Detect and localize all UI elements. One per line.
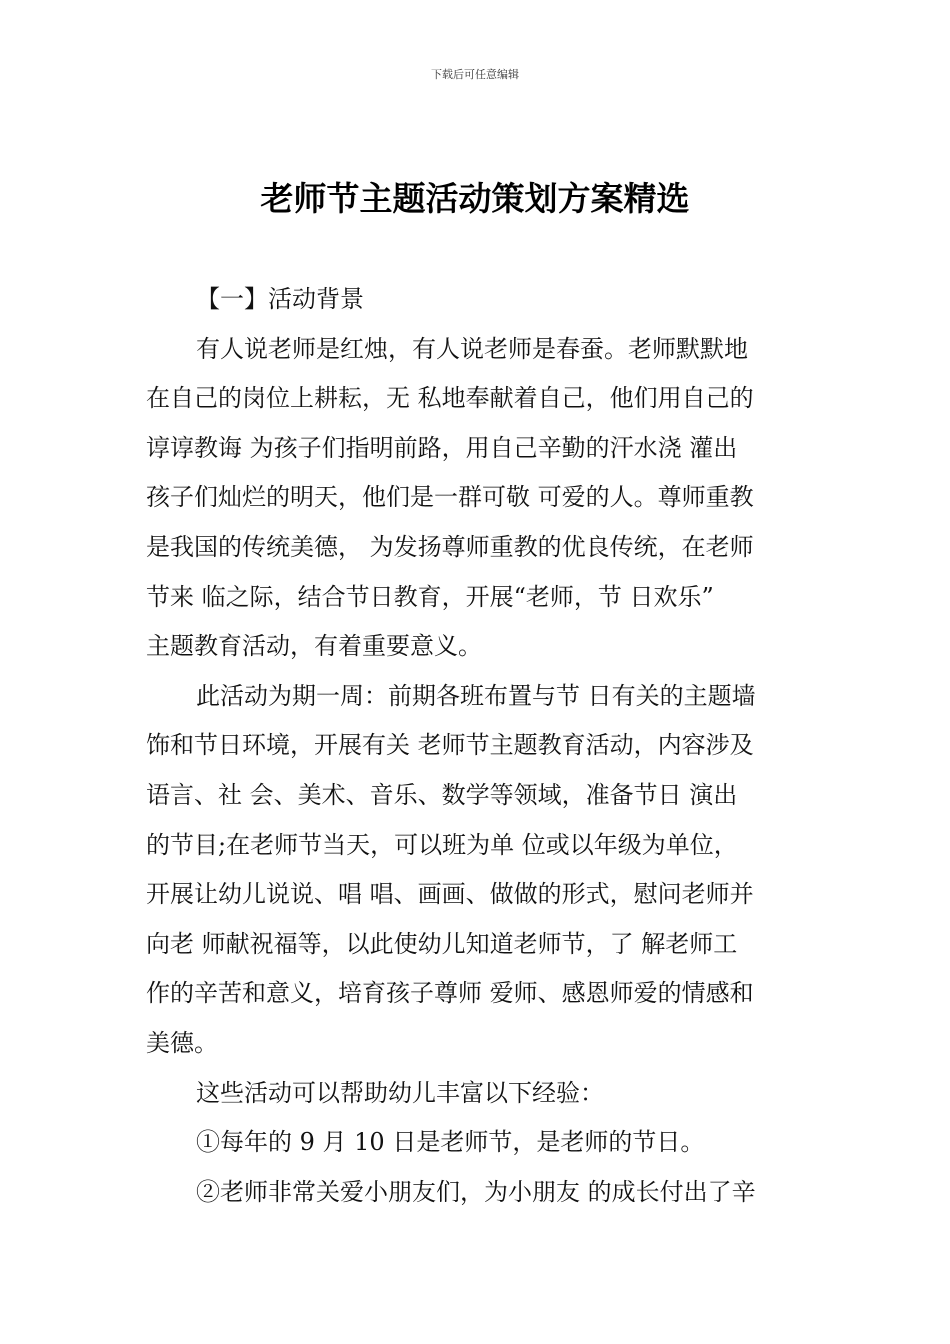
body-line-8: 主题教育活动，有着重要意义。 <box>146 632 482 661</box>
body-line-19: ②老师非常关爱小朋友们，为小朋友 的成长付出了辛 <box>196 1177 756 1206</box>
body-line-12: 的节目;在老师节当天，可以班为单 位或以年级为单位， <box>146 830 738 859</box>
body-line-7: 节来 临之际，结合节日教育，开展“老师，节 日欢乐” <box>146 582 714 611</box>
body-line-6: 是我国的传统美德， 为发扬尊师重教的优良传统，在老师 <box>146 532 754 561</box>
body-line-5: 孩子们灿烂的明天，他们是一群可敬 可爱的人。尊师重教 <box>146 483 754 512</box>
body-line-2: 有人说老师是红烛，有人说老师是春蚕。老师默默地 <box>196 334 748 363</box>
body-line-14: 向老 师献祝福等，以此使幼儿知道老师节，了 解老师工 <box>146 929 738 958</box>
body-line-11: 语言、社 会、美术、音乐、数学等领域，准备节日 演出 <box>146 780 738 809</box>
body-line-17: 这些活动可以帮助幼儿丰富以下经验： <box>196 1078 604 1107</box>
body-line-16: 美德。 <box>146 1028 218 1057</box>
body-line-13: 开展让幼儿说说、唱 唱、画画、做做的形式，慰问老师并 <box>146 880 754 909</box>
body-line-4: 谆谆教诲 为孩子们指明前路，用自己辛勤的汗水浇 灌出 <box>146 433 738 462</box>
document-body <box>146 275 811 1217</box>
body-line-9: 此活动为期一周：前期各班布置与节 日有关的主题墙 <box>196 681 756 710</box>
body-line-1: 【一】活动背景 <box>196 285 364 313</box>
body-line-15: 作的辛苦和意义，培育孩子尊师 爱师、感恩师爱的情感和 <box>146 979 754 1008</box>
page-header-note: 下载后可任意编辑 <box>431 68 519 81</box>
body-line-18: ①每年的 9 月 10 日是老师节，是老师的节日。 <box>196 1128 705 1157</box>
body-line-3: 在自己的岗位上耕耘，无 私地奉献着自己，他们用自己的 <box>146 384 754 413</box>
document-title: 老师节主题活动策划方案精选 <box>260 179 690 218</box>
body-line-10: 饰和节日环境，开展有关 老师节主题教育活动，内容涉及 <box>146 731 754 760</box>
